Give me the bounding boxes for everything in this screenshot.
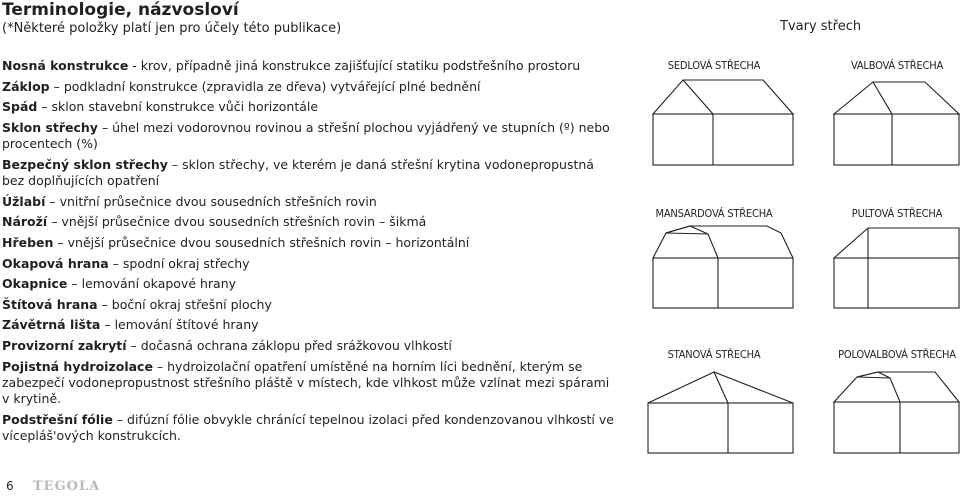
definition-term: Pojistná hydroizolace [2,358,153,374]
definition-term: Bezpečný sklon střechy [2,156,168,172]
page-subtitle: (*Některé položky platí jen pro účely této publikace) [2,21,342,36]
definition-text: lemování okapové hrany [81,276,237,292]
page-title: Terminologie, názvosloví [2,0,239,20]
definition-term: Provizorní zakrytí [2,337,127,353]
roof-label-shed: PULTOVÁ STŘECHA [851,207,943,220]
roof-label-mansard: MANSARDOVÁ STŘECHA [655,207,773,220]
definition-text: difúzní fólie obvykle chránící tepelnou izolaci před kondenzovanou vlhkostí ve vícepláš'ových konstrukcích. [2,411,614,443]
definition-text: dočasná ochrana záklopu před srážkovou vlhkostí [140,337,452,353]
definition-item: Sklon střechy – úhel mezi vodorovnou rovinou a střešní plochou vyjádřený ve stupních (º) nebo procentech (%) [2,119,610,151]
definition-text: sklon stavební konstrukce vůči horizontále [51,99,319,115]
definition-text: sklon střechy, ve kterém je daná střešní krytina vodonepropustná bez doplňujících opatření [2,156,594,188]
roof-label-saddle: SEDLOVÁ STŘECHA [667,59,761,72]
definition-item: Pojistná hydroizolace – hydroizolační opatření umístěné na horním líci bednění, kterým se zabezpečí vodonepropustnost střešního pláště v místech, kde vlhkost může vzlínat mezi spárami v krytině. [2,358,610,406]
definition-term: Podstřešní fólie [2,411,113,427]
definition-term: Okapnice [2,276,68,292]
definition-item: Záklop – podkladní konstrukce (zpravidla ze dřeva) vytvářející plné bednění [2,78,481,94]
definition-item: Úžlabí – vnitřní průsečnice dvou sousedních střešních rovin [2,193,377,209]
definition-text: hydroizolační opatření umístěné na horním líci bednění, kterým se zabezpečí vodonepropustnost střešního pláště v místech, kde vlhkost může vzlínat mezi spárami v krytině. [2,358,610,406]
definition-term: Závětrná lišta [2,317,101,333]
definition-term: Nosná konstrukce [2,58,129,73]
definition-term: Úžlabí [2,193,46,209]
definition-text: krov, případně jiná konstrukce zajišťující statiku podstřešního prostoru [140,58,581,73]
definition-text: vnitřní průsečnice dvou sousedních střešních rovin [59,193,377,209]
definition-text: vnější průsečnice dvou sousedních střešních rovin – šikmá [61,214,427,230]
page-number: 6 [6,479,14,493]
definition-item: Provizorní zakrytí – dočasná ochrana záklopu před srážkovou vlhkostí [2,337,452,353]
definition-text: úhel mezi vodorovnou rovinou a střešní plochou vyjádřený ve stupních (º) nebo procentech (%) [2,119,610,151]
definition-item: Nároží – vnější průsečnice dvou sousedních střešních rovin – šikmá [2,214,427,230]
roof-label-half-hip: POLOVALBOVÁ STŘECHA [838,348,956,361]
definition-term: Spád [2,99,38,115]
definition-term: Záklop [2,78,50,94]
definition-term: Štítová hrana [2,296,98,312]
definition-term: Nároží [2,214,48,230]
hip-roof-drawing [834,82,959,165]
brand-logo: TEGOLA [33,479,101,494]
definition-item: Podstřešní fólie – difúzní fólie obvykle chránící tepelnou izolaci před kondenzovanou vlhkostí ve vícepláš'ových konstrukcích. [2,411,614,443]
definition-item: Závětrná lišta – lemování štítové hrany [2,317,259,333]
tent-roof-drawing [648,372,793,453]
shed-roof-drawing [834,228,959,308]
definition-term: Hřeben [2,234,54,250]
definition-text: spodní okraj střechy [122,255,250,271]
definition-item: Hřeben – vnější průsečnice dvou sousedních střešních rovin – horizontální [2,234,470,250]
definition-item: Okapová hrana – spodní okraj střechy [2,255,250,271]
definition-text: vnější průsečnice dvou sousedních střešních rovin – horizontální [67,234,470,250]
definition-item: Spád – sklon stavební konstrukce vůči horizontále [2,99,319,115]
definition-text: podkladní konstrukce (zpravidla ze dřeva) vytvářející plné bednění [63,78,481,94]
mansard-roof-drawing [653,226,793,308]
saddle-roof-drawing [653,80,793,165]
roof-label-tent: STANOVÁ STŘECHA [667,348,761,361]
definition-term: Sklon střechy [2,119,98,135]
half-hip-roof-drawing [834,372,959,453]
roof-shapes-heading: Tvary střech [780,19,862,34]
definition-item: Bezpečný sklon střechy – sklon střechy, ve kterém je daná střešní krytina vodonepropustná bez doplňujících opatření [2,156,594,188]
definition-item: Okapnice – lemování okapové hrany [2,276,237,292]
definition-term: Okapová hrana [2,255,109,271]
definition-text: boční okraj střešní plochy [111,296,272,312]
definition-item: Nosná konstrukce - krov, případně jiná konstrukce zajišťující statiku podstřešního prostoru [2,58,581,73]
definition-text: lemování štítové hrany [114,317,259,333]
roof-label-hip: VALBOVÁ STŘECHA [850,59,944,72]
definition-item: Štítová hrana – boční okraj střešní plochy [2,296,272,312]
